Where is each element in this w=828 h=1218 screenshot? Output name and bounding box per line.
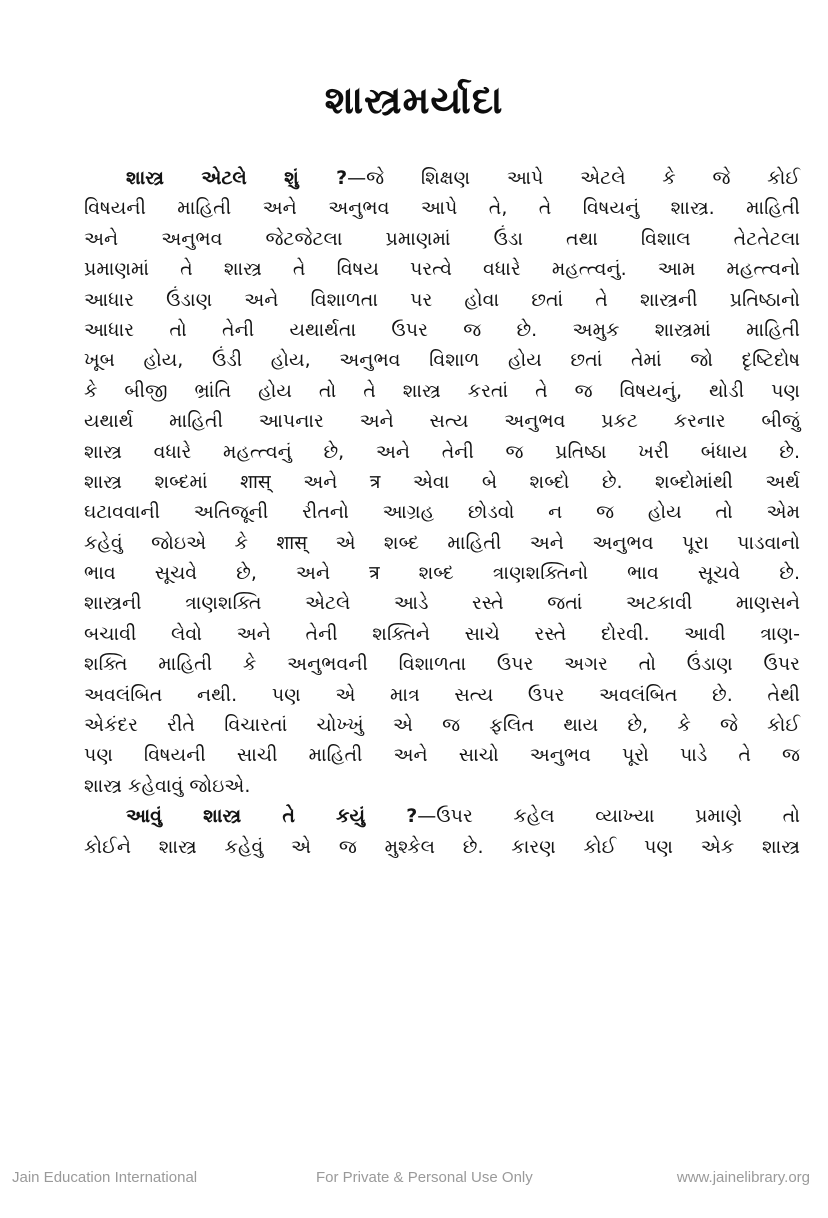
- text-line: કહેવું જોઇએ કે शास् એ શબ્દ માહિતી અને અનુભવ પૂરા પાડવાનો: [84, 531, 800, 554]
- page-footer: [0, 1169, 828, 1189]
- text-line: શક્તિ માહિતી કે અનુભવની વિશાળતા ઉપર અગર તો ઉંડાણ ઉપર: [84, 653, 800, 676]
- text-line: શાસ્ત્ર શબ્દમાં शास् અને त्र એવા બે શબ્દો છે. શબ્દોમાંથી અર્થ: [84, 470, 800, 493]
- text-line: એકંદર રીતે વિચારતાં ચોખ્ખું એ જ ફલિત થાય છે, કે જે કોઈ: [84, 714, 800, 737]
- text-line: બચાવી લેવો અને તેની શક્તિને સાચે રસ્તે દોરવી. આવી ત્રાણ-: [84, 622, 800, 645]
- paragraph-1-line-1: [84, 163, 800, 193]
- text-line: શાસ્ત્રની ત્રાણશક્તિ એટલે આડે રસ્તે જતાં અટકાવી માણસને: [84, 592, 800, 615]
- text-line: કે બીજી ભ્રાંતિ હોય તો તે શાસ્ત્ર કરતાં તે જ વિષયનું, થોડી પણ: [84, 379, 800, 402]
- section-heading-1: શાસ્ત્ર એટલે શું ?: [126, 167, 348, 189]
- line-text: —ઉપર કહેલ વ્યાખ્યા પ્રમાણે તો: [417, 805, 800, 828]
- text-line: ઘટાવવાની અતિજૂની રીતનો આગ્રહ છોડવો ન જ હોય તો એમ: [84, 501, 800, 524]
- footer-publisher: Jain Education International: [12, 1169, 198, 1186]
- text-line: પણ વિષયની સાચી માહિતી અને સાચો અનુભવ પૂરો પાડે તે જ: [84, 744, 800, 767]
- text-line: શાસ્ત્ર વધારે મહત્ત્વનું છે, અને તેની જ પ્રતિષ્ઠા ખરી બંધાય છે.: [84, 440, 800, 463]
- text-line: યથાર્થ માહિતી આપનાર અને સત્ય અનુભવ પ્રકટ કરનાર બીજું: [84, 410, 800, 433]
- text-line: અને અનુભવ જેટજેટલા પ્રમાણમાં ઉંડા તથા વિશાલ તેટતેટલા: [84, 227, 800, 250]
- text-line: કોઈને શાસ્ત્ર કહેવું એ જ મુશ્કેલ છે. કારણ કોઈ પણ એક શાસ્ત્ર: [84, 835, 800, 858]
- page-title: શાસ્ત્રમર્યાદા: [324, 78, 504, 122]
- text-line: ભાવ સૂચવે છે, અને त्र શબ્દ ત્રાણશક્તિનો ભાવ સૂચવે છે.: [84, 562, 800, 585]
- paragraph-2-line-1: [84, 801, 800, 831]
- text-line: આધાર તો તેની યથાર્થતા ઉપર જ છે. અમુક શાસ્ત્રમાં માહિતી: [84, 318, 800, 341]
- text-line: આધાર ઉંડાણ અને વિશાળતા પર હોવા છતાં તે શાસ્ત્રની પ્રતિષ્ઠાનો: [84, 288, 800, 311]
- text-line: અવલંબિત નથી. પણ એ માત્ર સત્ય ઉપર અવલંબિત છે. તેથી: [84, 683, 800, 706]
- text-line: ખૂબ હોય, ઉંડી હોય, અનુભવ વિશાળ હોય છતાં તેમાં જો દૃષ્ટિદોષ: [84, 349, 800, 372]
- body-text: [84, 163, 800, 862]
- text-line: શાસ્ત્ર કહેવાવું જોઇએ.: [84, 774, 251, 797]
- section-heading-2: આવું શાસ્ત્ર તે કયું ?: [126, 805, 418, 828]
- text-line: પ્રમાણમાં તે શાસ્ત્ર તે વિષય પરત્વે વધારે મહત્ત્વનું. આમ મહત્ત્વનો: [84, 258, 800, 281]
- footer-usage-notice: For Private & Personal Use Only: [316, 1169, 533, 1186]
- line-text: —જે શિક્ષણ આપે એટલે કે જે કોઈ: [347, 167, 800, 189]
- text-line: વિષયની માહિતી અને અનુભવ આપે તે, તે વિષયનું શાસ્ત્ર. માહિતી: [84, 197, 800, 220]
- footer-website-link[interactable]: www.jainelibrary.org: [676, 1169, 810, 1186]
